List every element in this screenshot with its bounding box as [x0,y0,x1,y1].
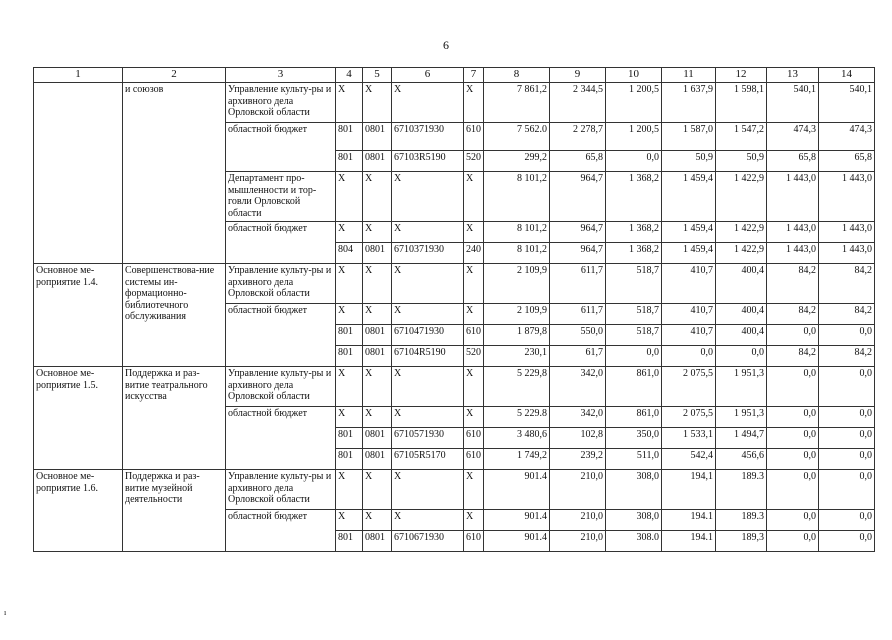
rzpr-cell: X [363,172,392,222]
amount-cell: 901.4 [484,531,550,552]
amount-cell: 0,0 [819,510,875,531]
amount-cell: 2 075,5 [662,407,716,428]
amount-cell: 5 229,8 [484,367,550,407]
amount-cell: 410,7 [662,304,716,325]
amount-cell: 1 587,0 [662,123,716,151]
amount-cell: 400,4 [716,304,767,325]
vr-cell: 610 [464,449,484,470]
vr-cell: 520 [464,346,484,367]
amount-cell: 342,0 [550,407,606,428]
grbs-cell: 801 [336,346,363,367]
vr-cell: 610 [464,123,484,151]
table-row [34,83,875,123]
executor-cell: Департамент про-мышленности и тор-говли Орловской области [226,172,336,222]
amount-cell: 0,0 [767,449,819,470]
amount-cell: 230,1 [484,346,550,367]
executor-cell: областной бюджет [226,510,336,552]
amount-cell: 542,4 [662,449,716,470]
amount-cell: 61,7 [550,346,606,367]
csr-cell: 6710671930 [392,531,464,552]
amount-cell: 210,0 [550,470,606,510]
vr-cell: X [464,264,484,304]
amount-cell: 194.1 [662,531,716,552]
executor-cell: Управление культу-ры и архивного дела Орловской области [226,264,336,304]
amount-cell: 611,7 [550,264,606,304]
amount-cell: 1 443,0 [819,243,875,264]
amount-cell: 1 443,0 [819,222,875,243]
csr-cell: 6710571930 [392,428,464,449]
amount-cell: 1 200,5 [606,83,662,123]
amount-cell: 1 951,3 [716,407,767,428]
amount-cell: 189.3 [716,470,767,510]
amount-cell: 964,7 [550,243,606,264]
grbs-cell: 801 [336,428,363,449]
amount-cell: 2 109,9 [484,304,550,325]
amount-cell: 410,7 [662,264,716,304]
rzpr-cell: 0801 [363,346,392,367]
rzpr-cell: 0801 [363,325,392,346]
amount-cell: 0,0 [767,367,819,407]
amount-cell: 1 443,0 [767,222,819,243]
vr-cell: X [464,304,484,325]
measure-name-cell: Совершенствова-ние системы ин-формационно-библиотечного обслуживания [123,264,226,367]
measure-code-cell: Основное ме-роприятие 1.6. [34,470,123,552]
amount-cell: 308.0 [606,531,662,552]
amount-cell: 400,4 [716,264,767,304]
executor-cell: Управление культу-ры и архивного дела Орловской области [226,83,336,123]
amount-cell: 0,0 [767,510,819,531]
amount-cell: 1 368,2 [606,172,662,222]
amount-cell: 0,0 [767,531,819,552]
amount-cell: 50,9 [716,151,767,172]
amount-cell: 0,0 [606,151,662,172]
executor-cell: Управление культу-ры и архивного дела Орловской области [226,470,336,510]
header-cell: 9 [550,68,606,83]
amount-cell: 0,0 [767,470,819,510]
vr-cell: 240 [464,243,484,264]
header-cell: 10 [606,68,662,83]
amount-cell: 1 459,4 [662,243,716,264]
amount-cell: 964,7 [550,172,606,222]
csr-cell: 6710371930 [392,243,464,264]
amount-cell: 861,0 [606,407,662,428]
amount-cell: 189,3 [716,531,767,552]
amount-cell: 1 368,2 [606,243,662,264]
amount-cell: 84,2 [819,304,875,325]
amount-cell: 511,0 [606,449,662,470]
rzpr-cell: 0801 [363,449,392,470]
rzpr-cell: X [363,304,392,325]
amount-cell: 1 547,2 [716,123,767,151]
page-number: 6 [443,38,449,52]
amount-cell: 964,7 [550,222,606,243]
amount-cell: 861,0 [606,367,662,407]
grbs-cell: 801 [336,151,363,172]
vr-cell: 610 [464,428,484,449]
grbs-cell: 801 [336,531,363,552]
header-cell: 14 [819,68,875,83]
vr-cell: X [464,83,484,123]
rzpr-cell: X [363,470,392,510]
amount-cell: 1 459,4 [662,172,716,222]
amount-cell: 84,2 [767,304,819,325]
header-cell: 3 [226,68,336,83]
amount-cell: 84,2 [819,264,875,304]
amount-cell: 342,0 [550,367,606,407]
grbs-cell: X [336,222,363,243]
csr-cell: X [392,304,464,325]
amount-cell: 189.3 [716,510,767,531]
budget-table [33,67,875,552]
amount-cell: 1 637,9 [662,83,716,123]
measure-code-cell [34,83,123,264]
header-cell: 2 [123,68,226,83]
csr-cell: X [392,222,464,243]
amount-cell: 1 533,1 [662,428,716,449]
amount-cell: 350,0 [606,428,662,449]
grbs-cell: X [336,264,363,304]
amount-cell: 239,2 [550,449,606,470]
rzpr-cell: X [363,367,392,407]
csr-cell: X [392,510,464,531]
amount-cell: 84,2 [767,264,819,304]
executor-cell: областной бюджет [226,304,336,367]
amount-cell: 474,3 [767,123,819,151]
rzpr-cell: 0801 [363,531,392,552]
amount-cell: 102,8 [550,428,606,449]
grbs-cell: X [336,172,363,222]
header-cell: 4 [336,68,363,83]
amount-cell: 901.4 [484,470,550,510]
measure-name-cell: Поддержка и раз-витие музейной деятельности [123,470,226,552]
amount-cell: 0,0 [819,531,875,552]
amount-cell: 210,0 [550,531,606,552]
vr-cell: 610 [464,325,484,346]
amount-cell: 0,0 [819,367,875,407]
amount-cell: 0,0 [767,428,819,449]
amount-cell: 194.1 [662,510,716,531]
amount-cell: 518,7 [606,304,662,325]
amount-cell: 518,7 [606,264,662,304]
vr-cell: 610 [464,531,484,552]
vr-cell: X [464,367,484,407]
grbs-cell: X [336,510,363,531]
amount-cell: 0,0 [716,346,767,367]
amount-cell: 611,7 [550,304,606,325]
amount-cell: 210,0 [550,510,606,531]
executor-cell: областной бюджет [226,123,336,172]
amount-cell: 540,1 [819,83,875,123]
vr-cell: 520 [464,151,484,172]
amount-cell: 1 598,1 [716,83,767,123]
rzpr-cell: 0801 [363,123,392,151]
csr-cell: X [392,264,464,304]
header-row [34,68,875,83]
amount-cell: 0,0 [606,346,662,367]
csr-cell: X [392,367,464,407]
csr-cell: 6710471930 [392,325,464,346]
amount-cell: 540,1 [767,83,819,123]
amount-cell: 50,9 [662,151,716,172]
rzpr-cell: 0801 [363,428,392,449]
csr-cell: X [392,172,464,222]
amount-cell: 0,0 [767,325,819,346]
csr-cell: 67103R5190 [392,151,464,172]
header-cell: 6 [392,68,464,83]
header-cell: 7 [464,68,484,83]
amount-cell: 7 861,2 [484,83,550,123]
vr-cell: X [464,470,484,510]
amount-cell: 8 101,2 [484,243,550,264]
amount-cell: 1 749,2 [484,449,550,470]
header-cell: 1 [34,68,123,83]
amount-cell: 1 200,5 [606,123,662,151]
header-cell: 5 [363,68,392,83]
amount-cell: 3 480,6 [484,428,550,449]
amount-cell: 299,2 [484,151,550,172]
header-cell: 8 [484,68,550,83]
amount-cell: 2 075,5 [662,367,716,407]
amount-cell: 550,0 [550,325,606,346]
csr-cell: X [392,470,464,510]
csr-cell: X [392,83,464,123]
grbs-cell: X [336,470,363,510]
amount-cell: 1 443,0 [767,243,819,264]
grbs-cell: X [336,407,363,428]
executor-cell: областной бюджет [226,407,336,470]
amount-cell: 474,3 [819,123,875,151]
amount-cell: 2 344,5 [550,83,606,123]
header-cell: 13 [767,68,819,83]
csr-cell: X [392,407,464,428]
amount-cell: 194,1 [662,470,716,510]
amount-cell: 65,8 [819,151,875,172]
amount-cell: 7 562.0 [484,123,550,151]
amount-cell: 2 109,9 [484,264,550,304]
rzpr-cell: 0801 [363,151,392,172]
rzpr-cell: 0801 [363,243,392,264]
amount-cell: 308,0 [606,470,662,510]
rzpr-cell: X [363,264,392,304]
amount-cell: 1 443,0 [767,172,819,222]
csr-cell: 67104R5190 [392,346,464,367]
amount-cell: 1 459,4 [662,222,716,243]
amount-cell: 410,7 [662,325,716,346]
amount-cell: 0,0 [819,470,875,510]
amount-cell: 456,6 [716,449,767,470]
amount-cell: 518,7 [606,325,662,346]
amount-cell: 0,0 [819,428,875,449]
grbs-cell: 804 [336,243,363,264]
rzpr-cell: X [363,510,392,531]
amount-cell: 1 951,3 [716,367,767,407]
vr-cell: X [464,172,484,222]
table-row [34,264,875,304]
header-cell: 11 [662,68,716,83]
amount-cell: 1 422,9 [716,222,767,243]
amount-cell: 1 368,2 [606,222,662,243]
amount-cell: 0,0 [662,346,716,367]
grbs-cell: X [336,304,363,325]
csr-cell: 6710371930 [392,123,464,151]
amount-cell: 84,2 [767,346,819,367]
amount-cell: 1 443,0 [819,172,875,222]
amount-cell: 2 278,7 [550,123,606,151]
vr-cell: X [464,510,484,531]
amount-cell: 1 422,9 [716,172,767,222]
measure-code-cell: Основное ме-роприятие 1.5. [34,367,123,470]
amount-cell: 1 879,8 [484,325,550,346]
amount-cell: 0,0 [819,407,875,428]
corner-mark: ı [4,608,7,617]
table-row [34,367,875,407]
amount-cell: 400,4 [716,325,767,346]
grbs-cell: X [336,367,363,407]
amount-cell: 65,8 [550,151,606,172]
rzpr-cell: X [363,83,392,123]
grbs-cell: 801 [336,123,363,151]
measure-name-cell: Поддержка и раз-витие театрального искусства [123,367,226,470]
executor-cell: Управление культу-ры и архивного дела Орловской области [226,367,336,407]
csr-cell: 67105R5170 [392,449,464,470]
amount-cell: 0,0 [819,325,875,346]
measure-name-cell: и союзов [123,83,226,264]
vr-cell: X [464,407,484,428]
amount-cell: 8 101,2 [484,172,550,222]
vr-cell: X [464,222,484,243]
amount-cell: 901.4 [484,510,550,531]
header-cell: 12 [716,68,767,83]
measure-code-cell: Основное ме-роприятие 1.4. [34,264,123,367]
rzpr-cell: X [363,407,392,428]
amount-cell: 1 494,7 [716,428,767,449]
grbs-cell: 801 [336,325,363,346]
amount-cell: 0,0 [819,449,875,470]
amount-cell: 84,2 [819,346,875,367]
table-row [34,470,875,510]
grbs-cell: X [336,83,363,123]
amount-cell: 5 229.8 [484,407,550,428]
executor-cell: областной бюджет [226,222,336,264]
amount-cell: 0,0 [767,407,819,428]
amount-cell: 65,8 [767,151,819,172]
amount-cell: 8 101,2 [484,222,550,243]
grbs-cell: 801 [336,449,363,470]
rzpr-cell: X [363,222,392,243]
amount-cell: 308,0 [606,510,662,531]
amount-cell: 1 422,9 [716,243,767,264]
